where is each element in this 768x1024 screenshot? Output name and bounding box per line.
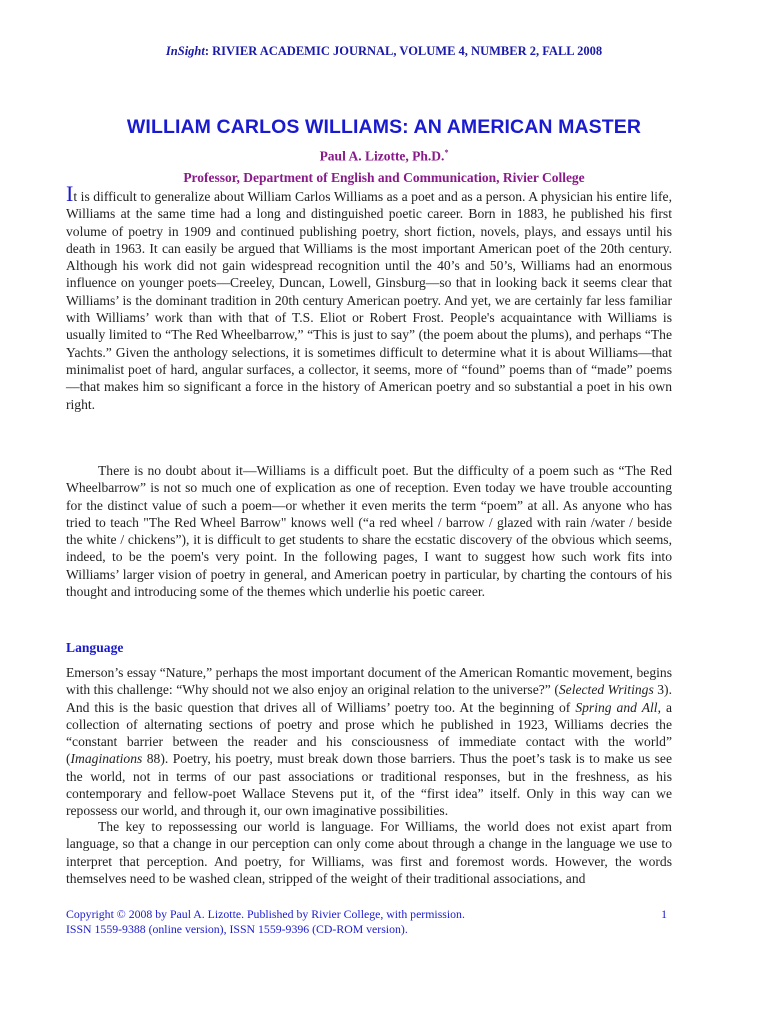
- paragraph-3-text: 88). Poetry, his poetry, must break down those barriers. Thus the poet’s task is to make us see the world, not in terms of our past associations or traditional responses, but in the freshness, as his contemporary and fellow-poet Wallace Stevens put it, of the “first idea” itself. Only in this way can we repossess our world, and through it, our own imaginative possibilities.: [66, 751, 672, 819]
- journal-issue: : RIVIER ACADEMIC JOURNAL, VOLUME 4, NUMBER 2, FALL 2008: [204, 44, 603, 58]
- citation-title: Selected Writings: [558, 682, 654, 698]
- copyright-notice: Copyright © 2008 by Paul A. Lizotte. Published by Rivier College, with permission.: [66, 907, 465, 921]
- issn-notice: ISSN 1559-9388 (online version), ISSN 1559-9396 (CD-ROM version).: [66, 922, 408, 936]
- author-line: [0, 148, 768, 165]
- author-footnote-mark[interactable]: *: [444, 148, 449, 157]
- paragraph-4: The key to repossessing our world is language. For Williams, the world does not exist apart from language, so that a change in our perception can only come about through a change in the language we use to interpret that perception. And poetry, for Williams, was first and foremost words. However, the words themselves need to be washed clean, stripped of the weight of their traditional associations, and: [66, 819, 672, 886]
- running-head: [0, 44, 768, 59]
- paragraph-2: There is no doubt about it—Williams is a difficult poet. But the difficulty of a poem such as “The Red Wheelbarrow” is not so much one of explication as one of reception. Even today we have trouble accounting for the distinct value of such a poem—or whether it even merits the term “poem” at all. As anyone who has tried to teach "The Red Wheel Barrow" knows well (“a red wheel / barrow / glazed with rain /water / beside the white / chickens”), it is difficult to get students to share the ecstatic discovery of the obvious which seems, indeed, to be the poem's very point. In the following pages, I want to suggest how such work fits into Williams’ larger vision of poetry in general, and American poetry in particular, by charting the contours of his thought and introducing some of the themes which underlie his poetic career.: [66, 463, 672, 600]
- paragraph-3: [66, 664, 672, 820]
- paragraph-3-text: Emerson’s essay “Nature,” perhaps the most important document of the American Romantic movement, begins with this challenge: “Why should not we also enjoy an original relation to the universe?” (: [66, 665, 672, 698]
- journal-brand: InSight: [165, 44, 205, 58]
- paragraph-3-text: 3). And this is the basic question that drives all of Williams’ poetry too. At the beginning of: [66, 682, 672, 715]
- citation-title: Imaginations: [70, 751, 143, 767]
- page-footer: [66, 907, 672, 937]
- paragraph-1-text: t is difficult to generalize about William Carlos Williams as a poet and as a person. A physician his entire life, Williams at the same time had a long and distinguished poetic career. Born in 1883, he published his first volume of poetry in 1909 and continued publishing poetry, short fiction, novels, plays, and essays until his death in 1963. It can easily be argued that Williams is the most important American poet of the 20th century. Although his work did not gain widespread recognition until the 40’s and 50’s, Williams had an enormous influence on younger poets—Creeley, Duncan, Lowell, Ginsburg—so that in looking back it seems clear that Williams’ is the dominant tradition in 20th century American poetry. And yet, we are certainly far less familiar with Williams’ work than with that of T.S. Eliot or Robert Frost. People's acquaintance with Williams is usually limited to “The Red Wheelbarrow,” “This is just to say” (the poem about the plums), and perhaps “The Yachts.” Given the anthology selections, it is sometimes difficult to determine what it is about Williams—that minimalist poet of hard, angular surfaces, a collector, it seems, more of “found” poems than of “made” poems—that makes him so significant a force in the history of American poetry and so substantial a poet in his own right.: [66, 189, 672, 412]
- drop-cap: I: [66, 181, 74, 206]
- page-number: 1: [661, 907, 667, 921]
- citation-title: Spring and All: [575, 699, 658, 715]
- author-affiliation: Professor, Department of English and Communication, Rivier College: [183, 170, 585, 185]
- paragraph-1: [66, 181, 672, 413]
- article-title: WILLIAM CARLOS WILLIAMS: AN AMERICAN MASTER: [126, 116, 642, 138]
- author-name: Paul A. Lizotte, Ph.D.: [319, 148, 445, 164]
- section-heading-language: Language: [66, 640, 124, 655]
- paragraph-3-text: , a collection of alternating sections of poetry and prose which he published in 1923, Williams decries the “constant barrier between the reader and his consciousness of immediate contact with the world” (: [66, 699, 672, 767]
